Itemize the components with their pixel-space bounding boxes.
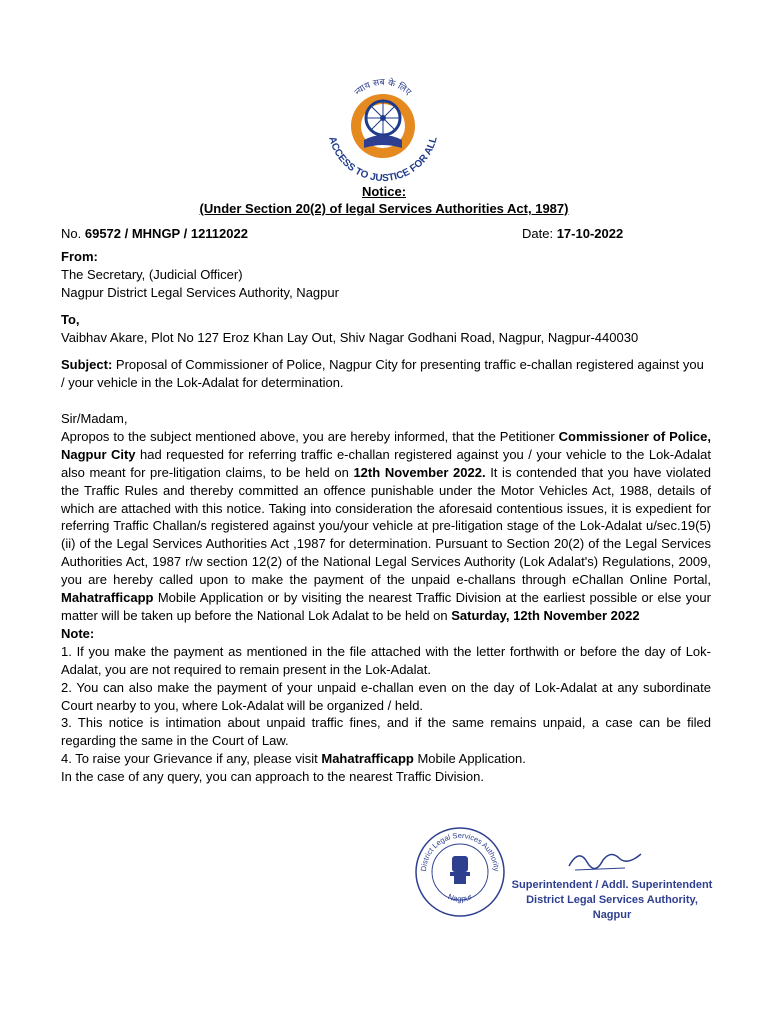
notice-subtitle: (Under Section 20(2) of legal Services Authorities Act, 1987) [199,201,569,216]
note-item-3: 3. This notice is intimation about unpaid traffic fines, and if the same remains unpaid, a case can be filed regarding the same in the Court of Law. [61,715,711,749]
svg-text:*District Legal Services Autho: District Legal Services Authority [418,830,502,872]
subject-text: Proposal of Commissioner of Police, Nagpur City for presenting traffic e-challan registered against you / your vehicle in the Lok-Adalat for determination. [61,357,704,390]
signatory-block [508,878,716,923]
reference-prefix: No. [61,226,82,241]
signature-mark [565,846,645,876]
notice-heading [0,183,768,217]
signatory-line-1: Superintendent / Addl. Superintendent [511,879,713,891]
to-label: To, [61,312,80,327]
national-lok-adalat-date: Saturday, 12th November 2022 [451,607,640,623]
salutation: Sir/Madam, [61,411,128,426]
authority-seal-icon [414,826,506,918]
signatory-line-2: District Legal Services Authority, [526,894,698,906]
note4-text-1: 4. To raise your Grievance if any, please visit [61,751,322,767]
note4-app-name: Mahatrafficapp [321,751,414,767]
from-block [61,248,339,302]
note-item-2: 2. You can also make the payment of your unpaid e-challan even on the day of Lok-Adalat at any subordinate Court nearby to you, where Lok-Adalat will be organized / held. [61,679,711,713]
para-text-2: had requested for referring traffic e-challan registered against you / your vehicle to the Lok-Adalat also meant for pre-litigation claims, to be held on [61,446,711,480]
date-label: Date: [522,226,554,241]
para-text-3: It is contended that you have violated the Traffic Rules and thereby committed an offence punishable under the Motor Vehicles Act, 1988, details of which are attached with this notice. Taking into consideration the aforesaid contentious issues, it is expedient for referring Traffic Challan/s registered against you/your vehicle at pre-litigation stage of the Lok-Adalat u/sec.19(5) (ii) of the Legal Services Authorities Act ,1987 for determination. Pursuant to Section 20(2) of the Legal Services Authorities Act, 1987 r/w section 12(2) of the National Legal Services Authority (Lok Adalat's) Regulations, 2009, you are hereby called upon to make the payment of the unpaid e-challans through eChallan Online Portal, [61,464,711,588]
reference-number [61,225,248,242]
petitioner-name: Commissioner of Police, Nagpur City [61,428,712,462]
date-value: 17-10-2022 [556,226,624,241]
svg-text:ACCESS TO JUSTICE FOR ALL: ACCESS TO JUSTICE FOR ALL [326,135,440,185]
app-name: Mahatrafficapp [61,590,154,606]
note-item-4 [61,750,711,768]
lok-adalat-date: 12th November 2022. [353,464,486,480]
signatory-line-3: Nagpur [592,909,632,921]
para-text-4: Mobile Application or by visiting the nearest Traffic Division at the earliest possible or else your matter will be taken up before the National Lok Adalat to be held on [61,590,711,623]
svg-text:न्याय सब के लिए: न्याय सब के लिए [353,77,413,98]
main-paragraph [61,428,711,625]
to-block [61,311,638,347]
subject-block [61,356,711,392]
notice-date [522,225,623,242]
from-line-1: The Secretary, (Judicial Officer) [61,267,243,282]
note4-text-2: Mobile Application. [413,751,526,767]
reference-value: 69572 / MHNGP / 12112022 [84,226,248,241]
para-text-1: Apropos to the subject mentioned above, you are hereby informed, that the Petitioner [61,428,559,444]
to-address: Vaibhav Akare, Plot No 127 Eroz Khan Lay Out, Shiv Nagar Godhani Road, Nagpur, Nagpur-440030 [61,330,639,345]
closing-line: In the case of any query, you can approach to the nearest Traffic Division. [61,769,484,785]
svg-text:Nagpur: Nagpur [446,892,474,904]
from-label: From: [61,249,98,264]
notice-title: Notice: [361,184,407,199]
from-line-2: Nagpur District Legal Services Authority, Nagpur [61,285,339,300]
note-item-1: 1. If you make the payment as mentioned in the file attached with the letter forthwith or before the day of Lok-Adalat, you are not required to remain present in the Lok-Adalat. [61,643,711,677]
subject-label: Subject: [61,357,113,372]
note-label: Note: [61,625,95,641]
justice-emblem-icon [318,68,448,188]
notice-body [61,410,711,786]
